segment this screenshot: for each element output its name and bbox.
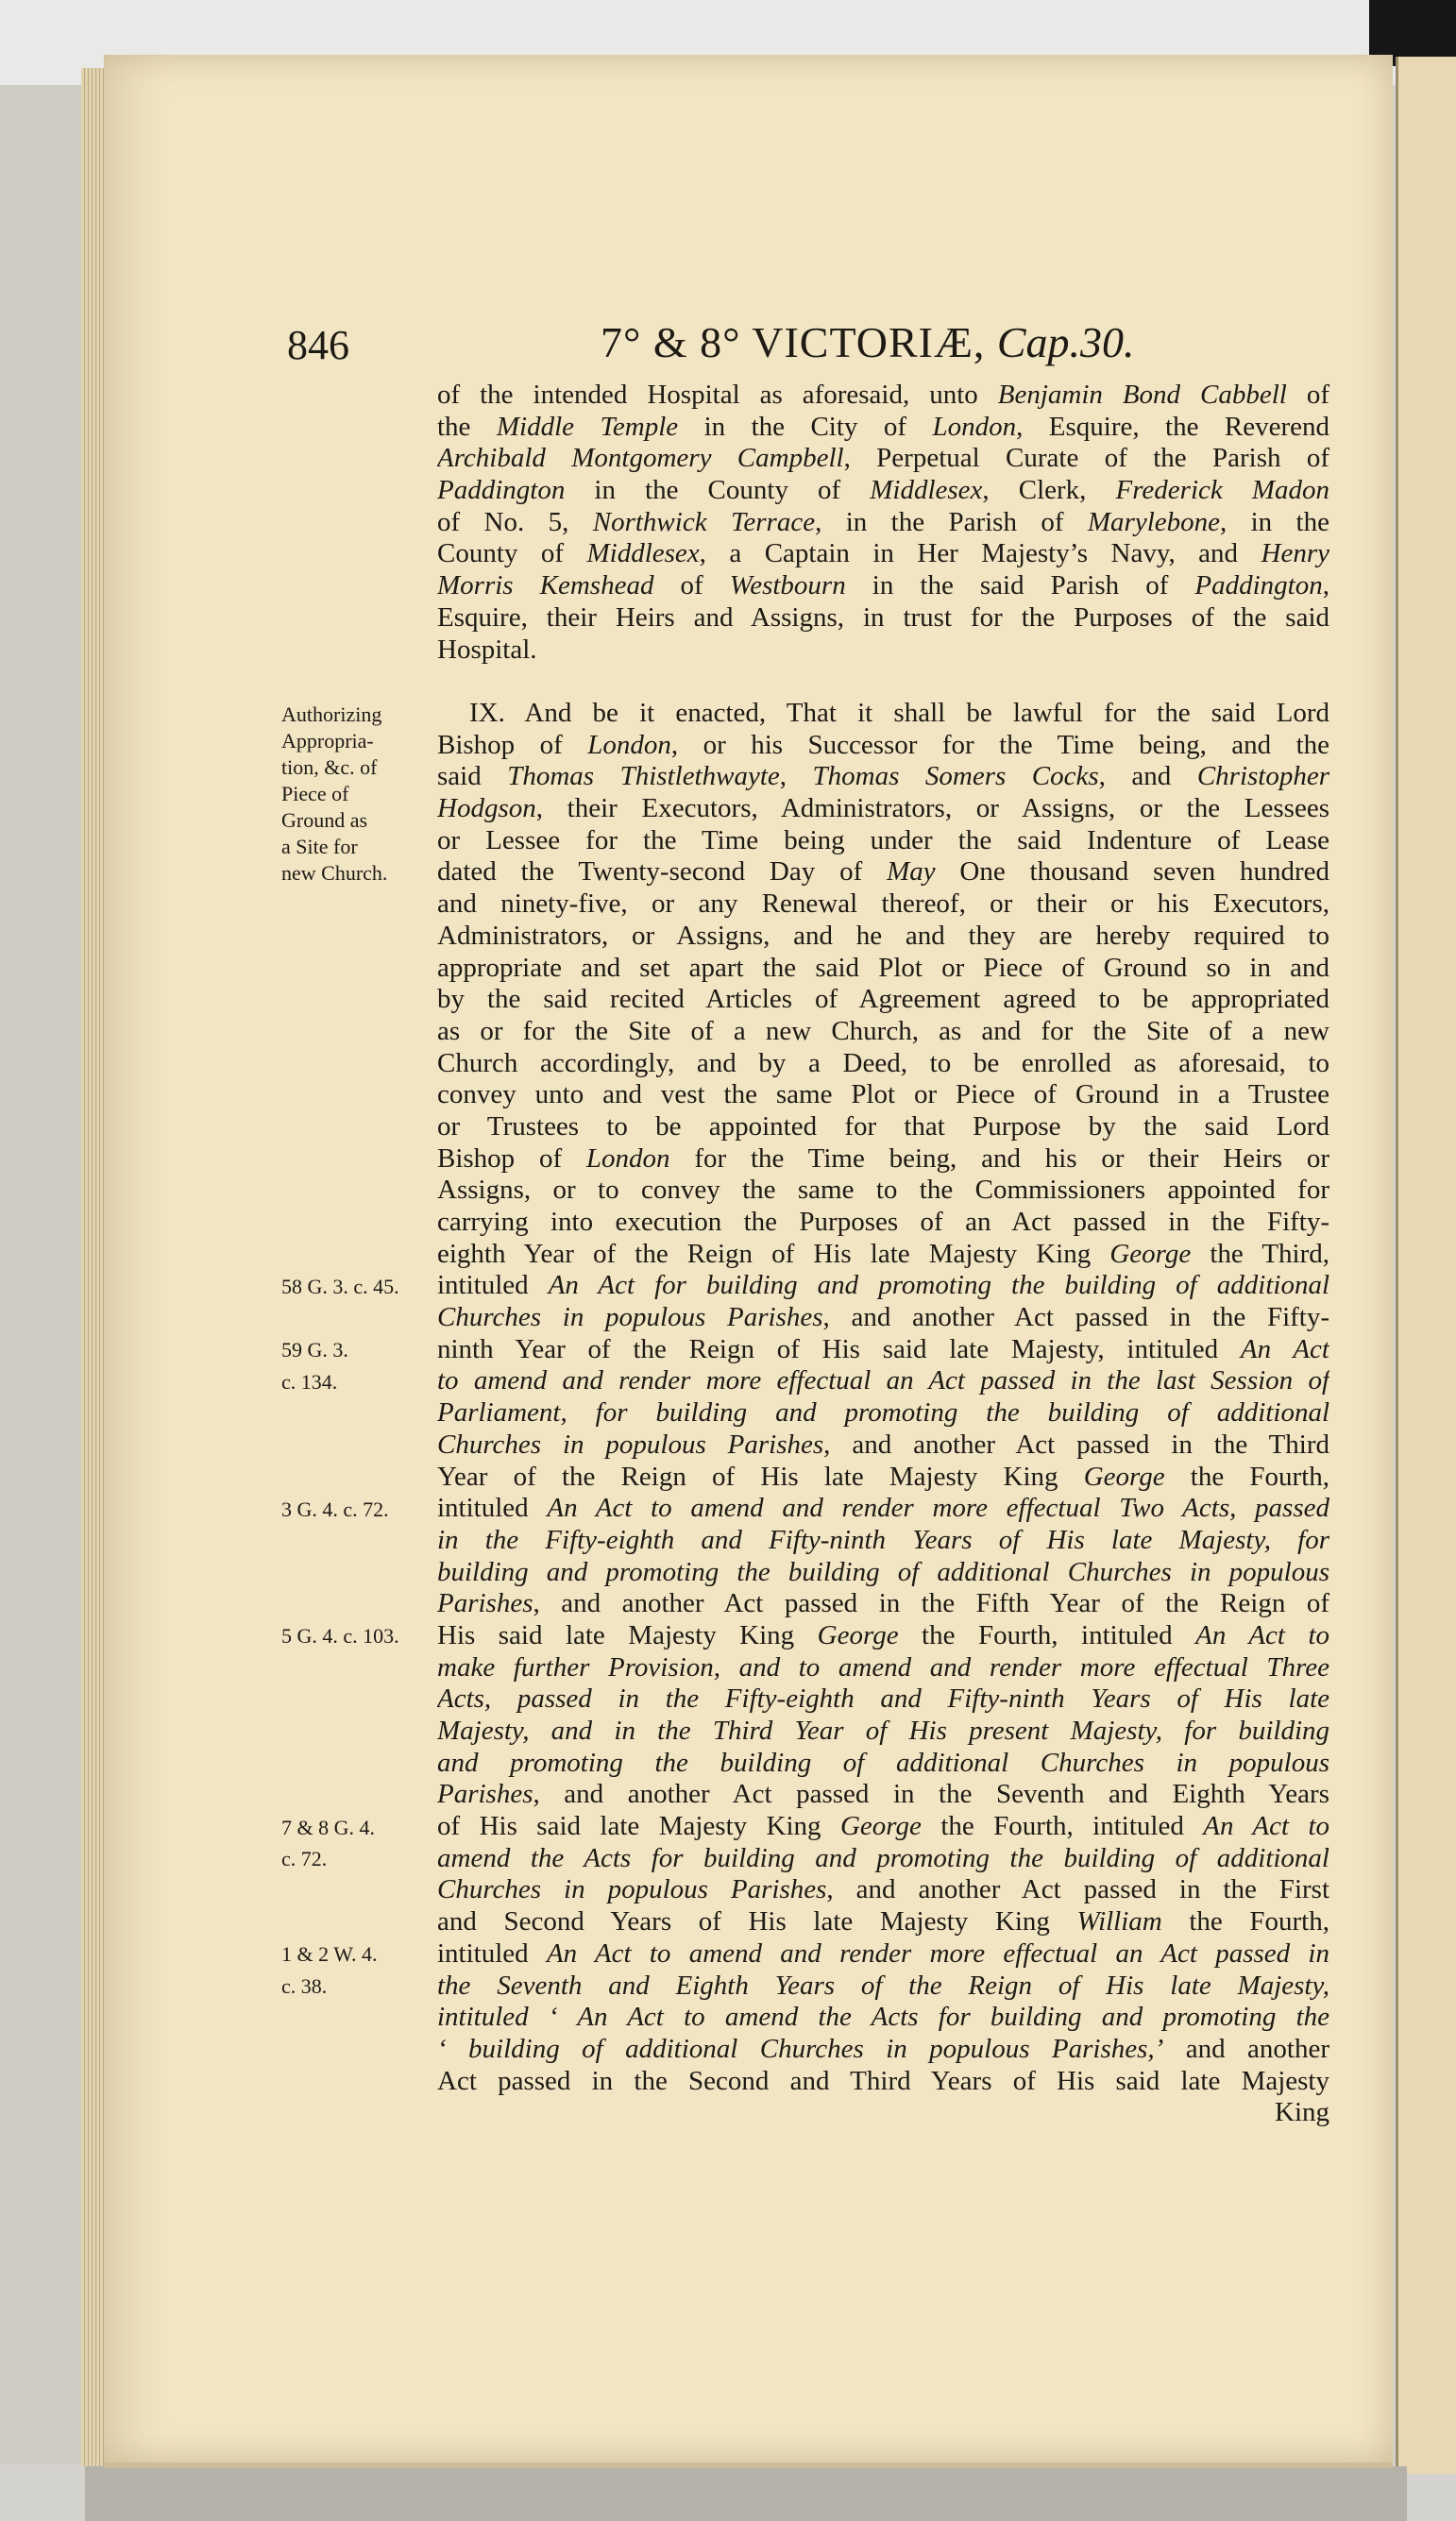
text-run: the Third, <box>1191 1238 1329 1269</box>
text-line <box>437 1748 1329 1780</box>
text-run: , <box>779 761 813 792</box>
text-run: , and another Act passed in the First <box>826 1874 1329 1905</box>
text-line <box>437 1048 1329 1080</box>
italic-run: An Act to amend and render more effectual an Act passed in <box>546 1937 1329 1969</box>
text-run: Bishop of <box>437 1142 586 1174</box>
text-line <box>437 1302 1329 1334</box>
margin-citation: 7 & 8 G. 4. <box>281 1815 375 1839</box>
italic-run: George <box>1083 1461 1165 1492</box>
text-line <box>437 921 1329 953</box>
italic-run: Parliament, for building and promoting the building of additional <box>437 1397 1329 1429</box>
text-run: , or his Successor for the Time being, and the <box>670 729 1329 760</box>
italic-run: make further Provision, and to amend and render more effectual Three <box>437 1651 1329 1683</box>
text-run: for the Time being, and his or their Heirs or <box>669 1142 1329 1174</box>
text-line <box>437 2097 1329 2129</box>
text-line <box>437 1334 1329 1366</box>
text-line <box>437 1557 1329 1589</box>
text-run: , and another Act passed in the Fifth Year of the Reign of <box>533 1588 1329 1619</box>
running-title <box>601 317 1135 367</box>
italic-run: Henry <box>1261 538 1329 569</box>
italic-run: Churches in populous Parishes <box>437 1302 823 1333</box>
italic-run: London <box>585 1142 670 1174</box>
text-run: , and <box>1098 761 1197 792</box>
text-run: Assigns, or to convey the same to the Commissioners appointed for <box>437 1175 1329 1206</box>
text-run: carrying into execution the Purposes of an Act passed in the Fifty- <box>437 1207 1329 1237</box>
text-run: and ninety-five, or any Renewal thereof, or their or his Executors, <box>437 888 1329 920</box>
text-line <box>437 1811 1329 1843</box>
side-note-line: a Site for <box>281 835 358 858</box>
italic-run: London <box>932 411 1017 442</box>
text-run: , Perpetual Curate of the Parish of <box>843 443 1329 474</box>
italic-run: Parishes <box>437 1588 533 1619</box>
text-run: Hospital. <box>437 634 537 665</box>
text-line <box>437 380 1329 412</box>
text-run: , and another Act passed in the Seventh and Eighth Years <box>533 1779 1329 1810</box>
italic-run: Frederick Madon <box>1115 475 1329 506</box>
text-run: of the intended Hospital as aforesaid, unto <box>437 380 998 410</box>
text-line <box>437 443 1329 475</box>
italic-run: in the Fifty-eighth and Fifty-ninth Years of His late Majesty, for <box>437 1524 1329 1555</box>
text-run: of <box>1286 380 1329 410</box>
italic-run: Christopher <box>1196 761 1329 792</box>
text-run: , in the Parish of <box>815 506 1088 537</box>
text-run: , a Captain in Her Majesty’s Navy, and <box>699 538 1261 569</box>
chapter-number: Cap.30. <box>996 318 1135 366</box>
italic-run: ‘ building of additional Churches in populous Parishes,’ <box>437 2033 1164 2064</box>
text-line <box>437 1270 1329 1302</box>
text-run: in the County of <box>565 475 871 506</box>
text-line <box>437 602 1329 634</box>
text-run: County of <box>437 538 587 569</box>
text-line <box>437 1779 1329 1811</box>
italic-run: An Act to <box>1195 1619 1329 1650</box>
text-run: the Fourth, intituled <box>921 1811 1204 1842</box>
side-note-line: Piece of <box>281 782 349 805</box>
margin-citation: 59 G. 3. <box>281 1338 348 1362</box>
text-line <box>437 1111 1329 1143</box>
text-run: in the City of <box>678 411 933 442</box>
text-run: , Esquire, the Reverend <box>1016 411 1329 442</box>
text-line <box>437 475 1329 507</box>
text-line <box>437 2066 1329 2098</box>
text-run: said <box>437 761 508 792</box>
italic-run: Marylebone <box>1087 506 1220 537</box>
text-run: Church accordingly, and by a Deed, to be enrolled as aforesaid, to <box>437 1047 1329 1078</box>
italic-run: An Act <box>1240 1333 1329 1364</box>
text-line <box>437 953 1329 985</box>
text-run: and Second Years of His late Majesty King <box>437 1906 1077 1937</box>
text-run: the Fourth, <box>1161 1906 1329 1937</box>
text-line <box>437 1588 1329 1620</box>
text-line <box>437 1143 1329 1176</box>
text-run: , <box>1322 570 1329 601</box>
italic-run: An Act for building and promoting the building of additional <box>548 1270 1329 1301</box>
side-note-authorizing <box>281 702 432 887</box>
text-run: of His said late Majesty King <box>437 1811 840 1842</box>
italic-run: and promoting the building of additional Churches in populous <box>437 1747 1329 1778</box>
italic-run: Paddington <box>437 475 566 506</box>
italic-run: the Seventh and Eighth Years of the Reign of His late Majesty, <box>437 1970 1329 2001</box>
italic-run: building and promoting the building of additional Churches in populous <box>437 1556 1329 1587</box>
italic-run: Westbourn <box>729 570 846 601</box>
margin-citation: c. 38. <box>281 1974 328 1998</box>
italic-run: Morris Kemshead <box>437 570 654 601</box>
text-line <box>437 793 1329 825</box>
text-run: as or for the Site of a new Church, as and for the Site of a new <box>437 1015 1329 1046</box>
italic-run: Paddington <box>1194 570 1323 601</box>
running-title-text: 7° & 8° VICTORIÆ, <box>601 318 997 366</box>
text-run: Bishop of <box>437 729 588 760</box>
text-line <box>437 698 1329 730</box>
text-line <box>437 1493 1329 1525</box>
text-line <box>437 1874 1329 1906</box>
italic-run: An Act to <box>1203 1811 1329 1842</box>
section-ix-paragraph <box>437 698 1329 2129</box>
italic-run: Churches in populous Parishes <box>437 1429 824 1460</box>
text-line <box>437 634 1329 667</box>
italic-run: Acts, passed in the Fifty-eighth and Fifty-ninth Years of His late <box>437 1683 1329 1715</box>
text-line <box>437 412 1329 444</box>
text-line <box>437 1430 1329 1462</box>
text-run: of <box>653 570 730 601</box>
paragraph-continued <box>437 380 1329 666</box>
italic-run: Hodgson <box>437 793 536 824</box>
italic-run: intituled ‘ An Act to amend the Acts for building and promoting the <box>437 2002 1329 2033</box>
text-line <box>437 2034 1329 2066</box>
italic-run: Churches in populous Parishes <box>437 1874 827 1905</box>
text-line <box>437 1843 1329 1875</box>
text-run: and another <box>1163 2033 1329 2064</box>
margin-citation: c. 72. <box>281 1847 328 1871</box>
italic-run: George <box>817 1619 899 1650</box>
italic-run: May <box>887 856 936 888</box>
text-run: by the said recited Articles of Agreement agreed to be appropriated <box>437 984 1329 1015</box>
scan-background-bottom <box>85 2466 1407 2521</box>
text-run: His said late Majesty King <box>437 1619 818 1650</box>
text-line <box>437 1175 1329 1207</box>
text-line <box>437 507 1329 539</box>
text-line <box>437 1207 1329 1239</box>
text-line <box>437 1462 1329 1494</box>
text-run: in the said Parish of <box>845 570 1195 601</box>
side-note-line: tion, &c. of <box>281 755 378 779</box>
text-run: intituled <box>437 1937 547 1969</box>
italic-run: Thomas Somers Cocks <box>812 761 1099 792</box>
text-run: King <box>1275 2097 1329 2128</box>
side-note-line: new Church. <box>281 861 388 885</box>
text-line <box>437 1397 1329 1430</box>
side-note-line: Ground as <box>281 808 368 832</box>
text-run: , and another Act passed in the Fifty- <box>822 1302 1329 1333</box>
italic-run: Benjamin Bond Cabbell <box>997 380 1287 410</box>
text-line <box>437 570 1329 602</box>
italic-run: William <box>1076 1906 1162 1937</box>
page-number: 846 <box>287 322 349 368</box>
text-line <box>437 825 1329 857</box>
text-run: the Fourth, <box>1164 1461 1329 1492</box>
text-run: One thousand seven hundred <box>935 856 1329 888</box>
text-line <box>437 1620 1329 1652</box>
italic-run: Archibald Montgomery Campbell <box>437 443 844 474</box>
text-run: , in the <box>1220 506 1329 537</box>
italic-run: Parishes <box>437 1779 533 1810</box>
text-run: Esquire, their Heirs and Assigns, in trust for the Purposes of the said <box>437 601 1329 633</box>
text-line <box>437 761 1329 793</box>
text-run: IX. And be it enacted, That it shall be lawful for the said Lord <box>469 698 1329 728</box>
text-line <box>437 1906 1329 1938</box>
text-line <box>437 1525 1329 1557</box>
text-line <box>437 730 1329 762</box>
adjacent-page-edge <box>1396 57 1456 2474</box>
text-line <box>437 856 1329 888</box>
text-run: , and another Act passed in the Third <box>823 1429 1329 1460</box>
margin-citation: c. 134. <box>281 1369 338 1394</box>
text-line <box>437 1016 1329 1048</box>
text-run: appropriate and set apart the said Plot or Piece of Ground so in and <box>437 952 1329 983</box>
italic-run: Middle Temple <box>496 411 679 442</box>
text-line <box>437 1716 1329 1748</box>
italic-run: George <box>839 1811 922 1842</box>
italic-run: Middlesex <box>870 475 983 506</box>
margin-citation: 3 G. 4. c. 72. <box>281 1497 389 1521</box>
text-run: convey unto and vest the same Plot or Piece of Ground in a Trustee <box>437 1079 1329 1110</box>
text-run: , their Executors, Administrators, or Assigns, or the Lessees <box>535 793 1329 824</box>
text-run: the Fourth, intituled <box>898 1619 1196 1650</box>
italic-run: Middlesex <box>586 538 700 569</box>
text-line <box>437 888 1329 921</box>
margin-citation: 5 G. 4. c. 103. <box>281 1624 399 1649</box>
italic-run: Thomas Thistlethwayte <box>507 761 780 792</box>
text-run: intituled <box>437 1493 548 1524</box>
text-line <box>437 1683 1329 1716</box>
side-note-line: Appropria- <box>281 729 374 753</box>
text-line <box>437 1971 1329 2003</box>
italic-run: Majesty, and in the Third Year of His present Majesty, for building <box>437 1716 1329 1746</box>
text-line <box>437 1239 1329 1271</box>
text-run: , Clerk, <box>982 475 1116 506</box>
italic-run: London <box>587 729 671 760</box>
text-run: eighth Year of the Reign of His late Majesty King <box>437 1238 1110 1269</box>
text-run: dated the Twenty-second Day of <box>437 856 888 888</box>
text-line <box>437 984 1329 1016</box>
italic-run: Northwick Terrace <box>592 506 816 537</box>
italic-run: George <box>1109 1238 1192 1269</box>
text-run: Administrators, or Assigns, and he and they are hereby required to <box>437 920 1329 951</box>
text-run: Year of the Reign of His late Majesty King <box>437 1461 1084 1492</box>
text-run: or Trustees to be appointed for that Purpose by the said Lord <box>437 1110 1329 1142</box>
side-note-line: Authorizing <box>281 702 382 726</box>
text-run: the <box>437 411 497 442</box>
italic-run: An Act to amend and render more effectual Two Acts, passed <box>547 1493 1329 1524</box>
text-line <box>437 2002 1329 2034</box>
text-run: intituled <box>437 1270 549 1301</box>
italic-run: amend the Acts for building and promoting the building of additional <box>437 1842 1329 1873</box>
text-line <box>437 1079 1329 1111</box>
text-run: of No. 5, <box>437 506 593 537</box>
text-line <box>437 1652 1329 1684</box>
text-run: Act passed in the Second and Third Years of His said late Majesty <box>437 2065 1329 2096</box>
italic-run: to amend and render more effectual an Act passed in the last Session of <box>437 1365 1329 1396</box>
margin-citation: 58 G. 3. c. 45. <box>281 1274 399 1298</box>
text-run: ninth Year of the Reign of His said late Majesty, intituled <box>437 1333 1241 1364</box>
margin-citation: 1 & 2 W. 4. <box>281 1942 378 1967</box>
text-line <box>437 1938 1329 1971</box>
text-line <box>437 538 1329 570</box>
text-run: or Lessee for the Time being under the said Indenture of Lease <box>437 824 1329 855</box>
text-line <box>437 1365 1329 1397</box>
